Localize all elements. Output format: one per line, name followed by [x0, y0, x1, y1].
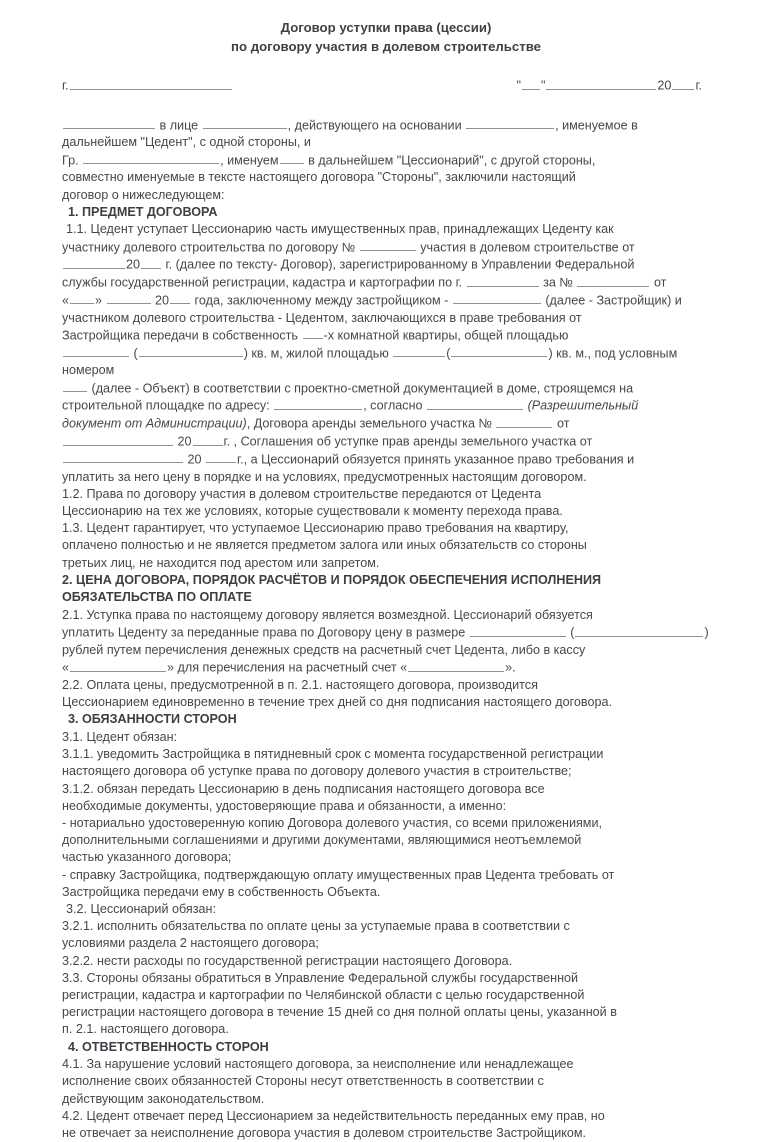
assignment-year-blank[interactable] — [206, 451, 236, 464]
clause-1-1-line-5 — [62, 292, 710, 310]
preamble-line-1 — [62, 117, 710, 135]
clause-1-1-line-13 — [62, 451, 710, 469]
clause-3-2-1-line-2: условиями раздела 2 настоящего договора; — [62, 936, 319, 951]
permit-blank[interactable] — [427, 397, 523, 410]
preamble-line-4: совместно именуемые в тексте настоящего договора "Стороны", заключили настоящий — [62, 170, 576, 185]
quote-close-1: » — [95, 293, 103, 308]
c11-l8-text-a: ) кв. м, жилой площадью — [243, 346, 389, 361]
preamble-gr-label: Гр. — [62, 153, 79, 168]
land-lease-number-blank[interactable] — [496, 415, 552, 428]
c11-l12-text: г. , Соглашения об уступке прав аренды земельного участка от — [223, 434, 593, 449]
c11-l5-text-b: (далее - Застройщик) и — [545, 293, 682, 308]
clause-4-1-line-3: действующим законодательством. — [62, 1091, 265, 1106]
clause-3-3-line-4: п. 2.1. настоящего договора. — [62, 1022, 229, 1037]
clause-1-2-line-2: Цессионарию на тех же условиях, которые существовали к моменту перехода права. — [62, 503, 563, 518]
section-2-heading-line-1: 2. ЦЕНА ДОГОВОРА, ПОРЯДОК РАСЧЁТОВ И ПОРЯДОК ОБЕСПЕЧЕНИЯ ИСПОЛНЕНИЯ — [62, 572, 602, 587]
clause-2-1-line-2 — [62, 624, 710, 642]
developer-blank[interactable] — [453, 292, 541, 305]
clause-3-1-2-line-1: 3.1.2. обязан передать Цессионарию в день подписания настоящего договора все — [62, 781, 545, 796]
clause-1-3-line-1: 1.3. Цедент гарантирует, что уступаемое Цессионарию право требования на квартиру, — [62, 521, 569, 536]
document-item-1-line-3: частью указанного договора; — [62, 850, 232, 865]
clause-1-1-line-11 — [62, 415, 710, 433]
date-year-prefix: 20 — [657, 78, 672, 93]
c11-l8-text-b: ) кв. м., под условным номером — [62, 346, 678, 378]
paren-close-3: ) — [704, 625, 709, 640]
reg-year-blank[interactable] — [170, 292, 190, 305]
c11-l10-text-a: строительной площадке по адресу: — [62, 399, 270, 413]
clause-4-2-line-1: 4.2. Цедент отвечает перед Цессионарием за недействительность переданных ему прав, но — [62, 1108, 605, 1123]
c11-l10-text-b: , согласно — [363, 399, 423, 413]
c11-l7-text-b: -х комнатной квартиры, общей площадью — [323, 328, 569, 343]
clause-1-1-line-7 — [62, 327, 710, 345]
c11-l11-text-b: от — [556, 416, 570, 431]
document-item-2-line-1: - справку Застройщика, подтверждающую оплату имущественных прав Цедента требовать от — [62, 867, 615, 882]
date-quote-close: " — [540, 78, 546, 93]
clause-1-2-line-1: 1.2. Права по договору участия в долевом строительстве передаются от Цедента — [62, 486, 542, 501]
c11-l9-text: (далее - Объект) в соответствии с проектно-сметной документацией в доме, строящемся на — [91, 381, 634, 396]
clause-2-1-line-4 — [62, 659, 710, 677]
conditional-number-blank[interactable] — [63, 380, 87, 393]
date-suffix: г. — [695, 78, 702, 93]
price-words-blank[interactable] — [575, 624, 703, 637]
c11-l5-text-a: года, заключенному между застройщиком - — [194, 293, 449, 308]
clause-3-3-line-3: регистрации настоящего договора в течение 15 дней со дня полной оплаты цены, указанной в — [62, 1005, 617, 1020]
c21-l4-text: » для перечисления на расчетный счет « — [167, 660, 408, 675]
c11-l4-text-a: службы государственной регистрации, кадастра и картографии по г. — [62, 275, 463, 290]
clause-1-3-line-2: оплачено полностью и не является предметом залога или иных обязательств со стороны — [62, 538, 587, 553]
date-day-blank[interactable] — [522, 77, 540, 90]
clause-1-3-line-3: третьих лиц, не находится под арестом или запретом. — [62, 555, 380, 570]
contract-date-blank[interactable] — [63, 256, 125, 269]
c11-l11-text-a: , Договора аренды земельного участка № — [246, 416, 492, 431]
date-field — [516, 77, 710, 95]
living-area-words-blank[interactable] — [451, 345, 547, 358]
c11-l3-text: г. (далее по тексту- Договор), зарегистрированному в Управлении Федеральной — [165, 257, 635, 272]
contract-number-blank[interactable] — [360, 239, 416, 252]
place-blank[interactable] — [70, 77, 232, 90]
clause-3-3-line-1: 3.3. Стороны обязаны обратиться в Управление Федеральной службы государственной — [62, 970, 579, 985]
reg-month-blank[interactable] — [107, 292, 151, 305]
section-3-heading: 3. ОБЯЗАННОСТИ СТОРОН — [68, 712, 237, 727]
clause-2-2-line-1: 2.2. Оплата цены, предусмотренной в п. 2.1. настоящего договора, производится — [62, 677, 538, 692]
preamble-person-blank[interactable] — [203, 117, 287, 130]
clause-1-1-line-8 — [62, 345, 710, 380]
clause-2-1-line-1: 2.1. Уступка права по настоящему договору является возмездной. Цессионарий обязуется — [62, 607, 593, 622]
preamble-line-3 — [62, 152, 710, 170]
land-lease-date-blank[interactable] — [63, 433, 173, 446]
clause-4-2-line-2: не отвечает за неисполнение договора участия в долевом строительстве Застройщиком. — [62, 1125, 587, 1140]
preamble-text-a: в лице — [159, 118, 199, 133]
date-month-blank[interactable] — [546, 77, 656, 90]
clause-2-2-line-2: Цессионарием единовременно в течение трех дней со дня подписания настоящего договора. — [62, 695, 612, 710]
date-year-blank[interactable] — [672, 77, 694, 90]
contract-year-blank[interactable] — [141, 256, 161, 269]
account-blank[interactable] — [408, 659, 504, 672]
total-area-words-blank[interactable] — [139, 345, 243, 358]
place-label: г. — [62, 78, 69, 93]
price-blank[interactable] — [470, 624, 566, 637]
registration-number-blank[interactable] — [577, 274, 649, 287]
section-2-heading-line-2: ОБЯЗАТЕЛЬСТВА ПО ОПЛАТЕ — [62, 590, 252, 605]
document-item-2-line-2: Застройщика передачи ему в собственность Объекта. — [62, 884, 381, 899]
clause-3-2: 3.2. Цессионарий обязан: — [66, 901, 216, 916]
preamble-line-2: дальнейшем "Цедент", с одной стороны, и — [62, 135, 311, 150]
clause-3-1: 3.1. Цедент обязан: — [62, 729, 178, 744]
clause-3-1-1-line-1: 3.1.1. уведомить Застройщика в пятидневный срок с момента государственной регистрации — [62, 747, 604, 762]
paren-open-2: ( — [446, 346, 451, 361]
c21-l2-text: уплатить Цеденту за переданные права по Договору цену в размере — [62, 625, 466, 640]
quote-open-1: « — [62, 293, 70, 308]
preamble-text-d: , именуем — [220, 153, 279, 168]
clause-4-1-line-1: 4.1. За нарушение условий настоящего договора, за неисполнение или ненадлежащее — [62, 1057, 574, 1072]
c11-l2-text-b: участия в долевом строительстве от — [420, 240, 635, 255]
clause-4-1-line-2: исполнение своих обязанностей Стороны несут ответственность в соответствии с — [62, 1074, 544, 1089]
assignment-year-prefix: 20 — [187, 452, 202, 467]
clause-1-1-line-14: уплатить за него цену в порядке и на условиях, предусмотренных настоящим договором. — [62, 469, 587, 484]
preamble-text-e: в дальнейшем "Цессионарий", с другой стороны, — [308, 153, 596, 168]
clause-1-1-line-12 — [62, 433, 710, 451]
rooms-count-blank[interactable] — [303, 327, 323, 340]
preamble-line-5: договор о нижеследующем: — [62, 187, 225, 202]
document-item-1-line-1: - нотариально удостоверенную копию Договора долевого участия, со всеми приложениями, — [62, 815, 602, 830]
page-title — [62, 14, 710, 56]
clause-3-2-2: 3.2.2. нести расходы по государственной регистрации настоящего Договора. — [62, 953, 513, 968]
quote-open-2: « — [62, 660, 70, 675]
reg-year-prefix: 20 — [155, 293, 170, 308]
c11-l13-text: г., а Цессионарий обязуется принять указанное право требования и — [237, 452, 635, 467]
clause-2-1-line-3: рублей путем перечисления денежных средств на расчетный счет Цедента, либо в кассу — [62, 642, 586, 657]
total-area-blank[interactable] — [63, 345, 129, 358]
clause-1-1-line-4 — [62, 274, 710, 292]
permit-note-part-2: документ от Администрации) — [62, 416, 247, 431]
c11-l3-year: 20 — [126, 257, 141, 272]
clause-3-1-1-line-2: настоящего договора об уступке права по договору долевого участия в строительстве; — [62, 764, 572, 779]
clause-1-1-line-9 — [62, 380, 710, 398]
section-1-heading: 1. ПРЕДМЕТ ДОГОВОРА — [68, 204, 218, 219]
clause-1-1-line-6: участником долевого строительства - Цедентом, заключающихся в праве требования от — [62, 310, 582, 325]
paren-open-3: ( — [570, 625, 575, 640]
preamble-org-blank[interactable] — [63, 117, 155, 130]
city-blank[interactable] — [467, 274, 539, 287]
place-and-date-row — [62, 77, 710, 95]
title-line-1: Договор уступки права (цессии) — [280, 20, 492, 35]
clause-1-1-line-1: 1.1. Цедент уступает Цессионарию часть имущественных прав, принадлежащих Цеденту как — [66, 222, 614, 237]
preamble-basis-blank[interactable] — [466, 117, 554, 130]
preamble-text-b: , действующего на основании — [287, 118, 462, 133]
place-field — [62, 77, 233, 95]
c11-l4-text-b: за № — [543, 275, 573, 290]
address-blank[interactable] — [274, 397, 362, 410]
cashdesk-blank[interactable] — [70, 659, 166, 672]
section-4-heading: 4. ОТВЕТСТВЕННОСТЬ СТОРОН — [68, 1039, 269, 1054]
c11-l4-text-c: от — [653, 275, 667, 290]
preamble-cessionary-blank[interactable] — [83, 152, 219, 165]
c11-l2-text-a: участнику долевого строительства по договору № — [62, 240, 356, 255]
clause-3-1-2-line-2: необходимые документы, удостоверяющие права и обязанности, а именно: — [62, 798, 507, 813]
paren-open-1: ( — [133, 346, 138, 361]
preamble-ending-blank[interactable] — [280, 152, 304, 165]
quote-close-2: ». — [505, 660, 516, 675]
clause-1-1-line-10 — [62, 397, 710, 415]
document-body — [62, 117, 710, 1142]
clause-1-1-line-2 — [62, 239, 710, 257]
assignment-date-blank[interactable] — [63, 451, 183, 464]
land-lease-year-blank[interactable] — [193, 433, 223, 446]
date-quote-open: " — [516, 78, 521, 93]
clause-3-2-1-line-1: 3.2.1. исполнить обязательства по оплате цены за уступаемые права в соответствии с — [62, 919, 570, 934]
clause-3-3-line-2: регистрации, кадастра и картографии по Челябинской области с целью государственной — [62, 987, 585, 1002]
title-line-2: по договору участия в долевом строительстве — [231, 39, 541, 54]
permit-note-part-1: (Разрешительный — [527, 399, 639, 413]
c11-l7-text-a: Застройщика передачи в собственность — [62, 328, 298, 343]
reg-day-blank[interactable] — [70, 292, 94, 305]
document-item-1-line-2: дополнительными соглашениями и другими документами, являющимися неотъемлемой — [62, 833, 582, 848]
clause-1-1-line-3 — [62, 256, 710, 274]
land-lease-year-prefix: 20 — [177, 434, 192, 449]
preamble-text-c: , именуемое в — [555, 118, 638, 133]
living-area-blank[interactable] — [393, 345, 445, 358]
